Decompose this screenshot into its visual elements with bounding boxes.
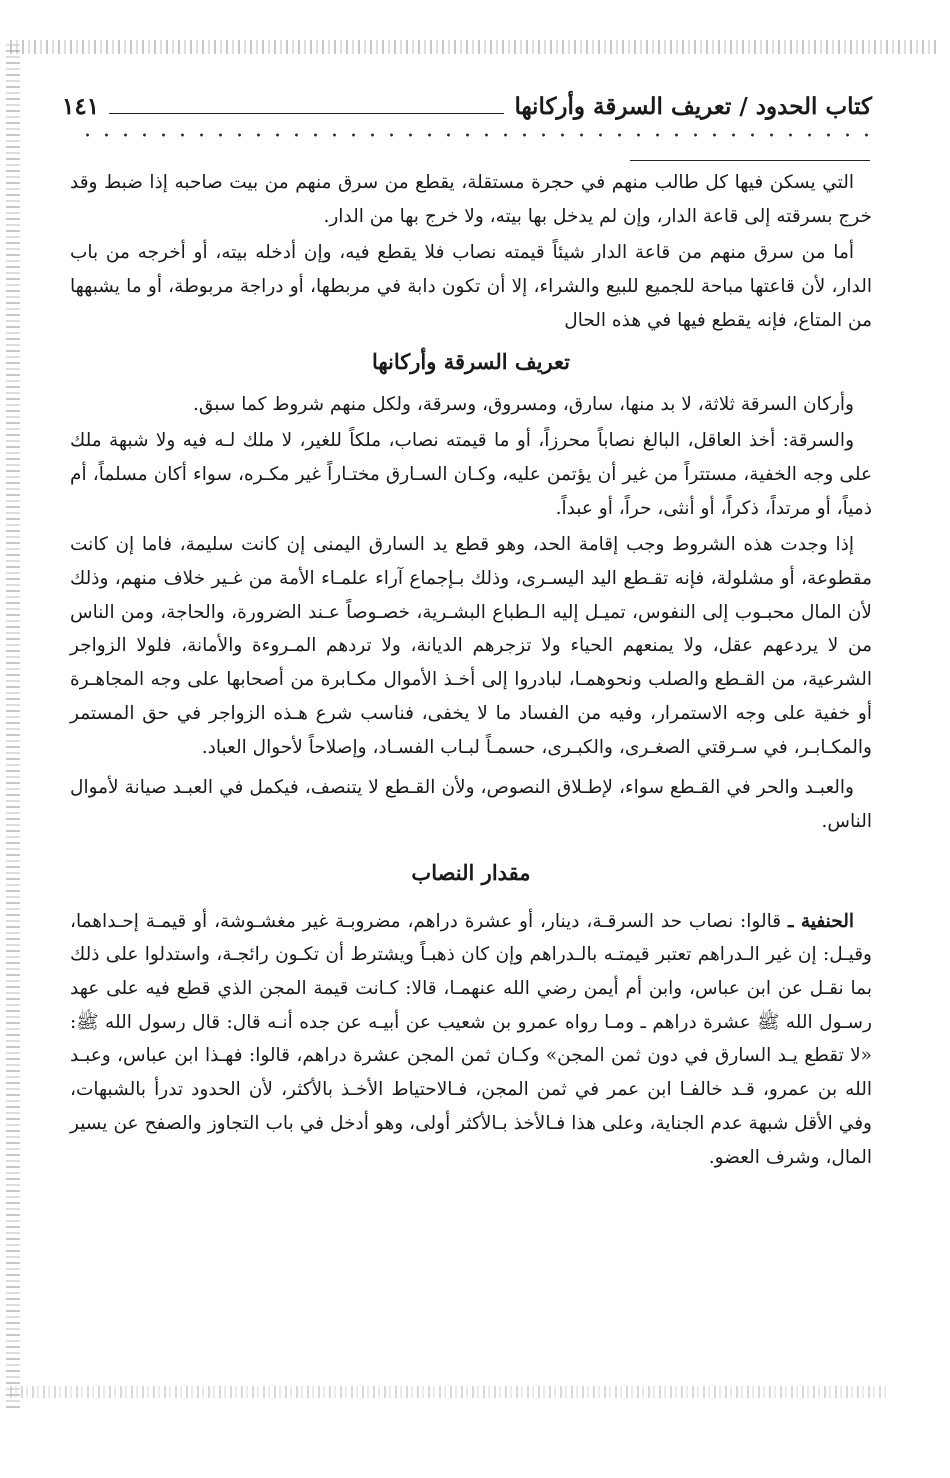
decorative-border-left (6, 40, 20, 1408)
body-text (70, 166, 872, 1181)
paragraph-6: والعبـد والحر في القـطع سواء، لإطـلاق النصوص، ولأن القـطع لا يتنصف، فيكمل في العبـد صيانة لأموال الناس. (70, 777, 872, 832)
page-number: ١٤١ (62, 92, 100, 120)
paragraph-5: إذا وجدت هذه الشروط وجب إقامة الحد، وهو قطع يد السارق اليمنى إن كانت سليمة، فاما إن كانت مقطوعة، أو مشلولة، فإنه تقـطع اليد اليسـرى، وذلك بـإجماع آراء علمـاء الأمة من غـير خلاف منهم، وذلك لأن المال محبـوب إلى النفوس، تميـل إليه الـطباع البشـرية، خصـوصاً عـند الضرورة، والحاجة، ومن الناس من لا يردعهم عقل، ولا يمنعهم الحياء ولا تزجرهم الديانة، ولا تردهم المـروءة والأمانة، فلولا الزواجر الشرعية، من القـطع والصلب ونحوهمـا، لبادروا إلى أخـذ الأموال مكـابرة من أصحابها على وجه المجاهـرة أو خفية على وجه الاستمرار، وفيه من الفساد ما لا يخفى، فناسب شرع هـذه الزواجر في حق المستمر والمكـابـر، في سـرقتي الصغـرى، والكبـرى، حسمـاً لبـاب الفسـاد، وإصلاحاً لأحوال العباد. (70, 534, 872, 758)
paragraph-4: والسرقة: أخذ العاقل، البالغ نصاباً محرزاً، أو ما قيمته نصاب، ملكاً للغير، لا ملك لـه فيه ولا شبهة ملك على وجه الخفية، مستتراً من غير أن يؤتمن عليه، وكـان السـارق مختـاراً غير مكـره، سواء أكان مسلماً، أم ذمياً، أو مرتداً، ذكراً، أو أنثى، حراً، أو عبداً. (70, 430, 872, 519)
running-header (62, 84, 872, 128)
paragraph-7 (70, 905, 872, 1175)
dotted-separator (78, 130, 872, 140)
header-rule (109, 113, 504, 114)
decorative-border-bottom (10, 1386, 890, 1398)
header-title: كتاب الحدود / تعريف السرقة وأركانها (514, 92, 872, 120)
decorative-border-top (10, 40, 940, 54)
paragraph-1: التي يسكن فيها كل طالب منهم في حجرة مستقلة، يقطع من سرق منهم من بيت صاحبه إذا ضبط وقد خرج بسرقته إلى قاعة الدار، وإن لم يدخل بها بيته، ولا خرج بها من الدار. (70, 172, 872, 227)
paragraph-3: وأركان السرقة ثلاثة، لا بد منها، سارق، ومسروق، وسرقة، ولكل منهم شروط كما سبق. (193, 393, 854, 415)
continuation-rule (630, 160, 870, 161)
paragraph-7-text: قالوا: نصاب حد السرقـة، دينار، أو عشرة دراهم، مضروبـة غير مغشـوشة، أو قيمـة إحـداهما، وقيـل: إن غير الـدراهم تعتبر قيمتـه بالـدراهم وإن كان ذهبـاً ويشترط أن تكـون رائجـة، واستدلوا على ذلك بما نقـل عن ابن عباس، وابن أم أيمن رضي الله عنهمـا، قالا: كـانت قيمة المجن الذي قطع فيه على عهد رسـول الله ﷺ عشرة دراهم ـ ومـا رواه عمرو بن شعيب عن أبيـه عن جده أنـه قال: قال رسول الله ﷺ: «لا تقطع يـد السارق في دون ثمن المجن» وكـان ثمن المجن عشرة دراهم، قالوا: فهـذا ابن عباس، وعبـد الله بن عمرو، قـد خالفـا ابن عمر في ثمن المجن، فـالاحتياط الأخـذ بالأكثر، لأن الحدود تدرأ بالشبهات، وفي الأقل شبهة عدم الجناية، وعلى هذا فـالأخذ بـالأكثر أولى، وهو أدخل في باب التجاوز والصفح عن يسير المال، وشرف العضو. (70, 910, 872, 1168)
section-heading-nisab: مقدار النصاب (411, 859, 531, 885)
section-heading-definition: تعريف السرقة وأركانها (371, 348, 571, 374)
hanafi-label: الحنفية ـ (787, 910, 854, 932)
paragraph-2: أما من سرق منهم من قاعة الدار شيئاً قيمته نصاب فلا يقطع فيه، وإن أدخله بيته، أو أخرجه من باب الدار، لأن قاعتها مباحة للجميع للبيع والشراء، إلا أن تكون دابة في مربطها، أو دراجة مربوطة، أو ما يشبهها من المتاع، فإنه يقطع فيها في هذه الحال (70, 242, 872, 331)
